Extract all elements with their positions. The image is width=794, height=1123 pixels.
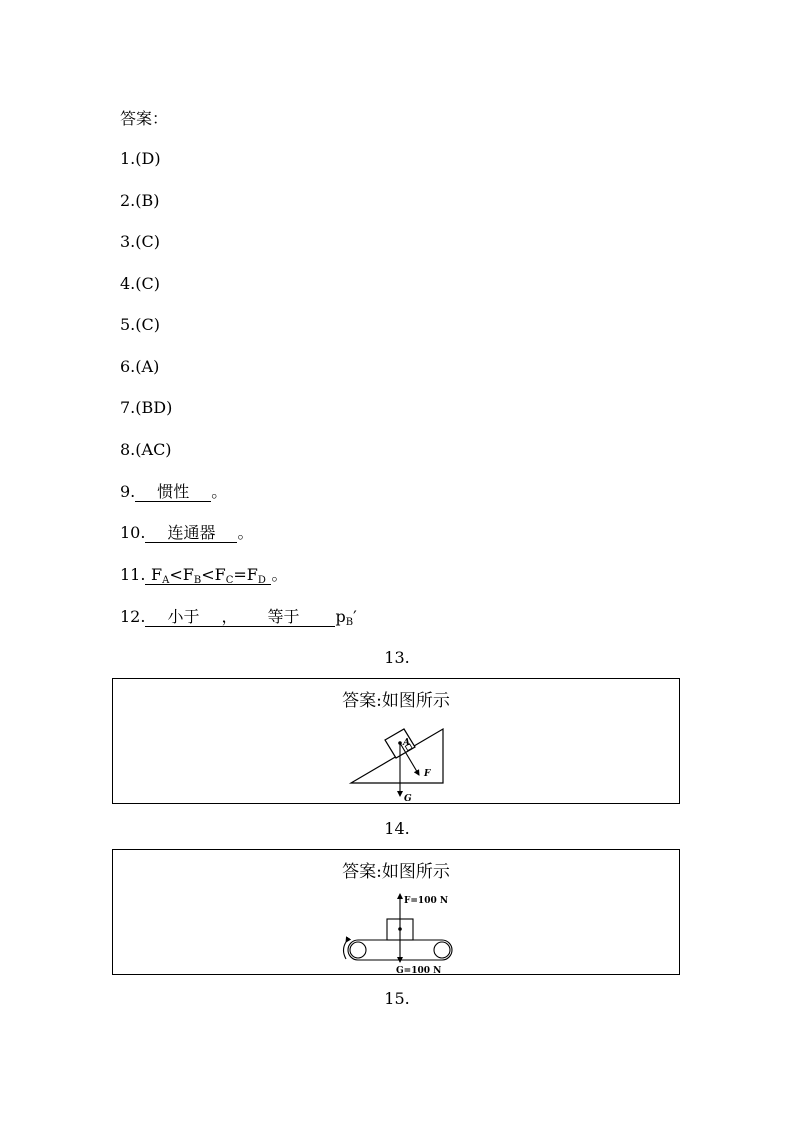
label-g: G: [404, 794, 412, 803]
figure-caption: 答案:如图所示: [342, 862, 450, 882]
answer-number: 11.: [120, 565, 146, 584]
answer-number: 12.: [120, 607, 146, 626]
rotation-arrow-icon: [344, 942, 347, 959]
answer-item-2: [120, 191, 160, 211]
answer-item-4: [120, 274, 160, 294]
sentence-end: 。: [237, 523, 254, 542]
answer-number: 6.: [120, 357, 136, 376]
fill-blank-answer: 惯性: [135, 483, 211, 502]
figure-caption: 答案:如图所示: [342, 691, 450, 711]
answer-item-3: [120, 232, 160, 252]
answer-number: 10.: [120, 523, 146, 542]
answer-item-6: [120, 357, 159, 377]
answer-number: 9.: [120, 482, 136, 501]
conveyor-force-diagram: [113, 850, 679, 974]
answer-heading: 答案：: [120, 109, 169, 128]
answer-figure-box-14: [112, 849, 680, 975]
answer-figure-box-13: [112, 678, 680, 804]
label-f: F: [424, 769, 431, 779]
sentence-end: 。: [271, 565, 288, 584]
question-number-14: 14.: [384, 819, 410, 838]
left-roller: [350, 942, 366, 958]
fill-blank-answer: 连通器: [145, 524, 237, 543]
answer-choice: (A): [135, 357, 160, 376]
answer-number: 7.: [120, 398, 136, 417]
incline-force-diagram: [113, 679, 679, 803]
answer-number: 8.: [120, 440, 136, 459]
answer-item-11: [120, 565, 287, 585]
answer-item-5: [120, 315, 160, 335]
answer-choice: (B): [135, 191, 160, 210]
fill-blank-answer: 小于 ， 等于: [145, 608, 335, 627]
answer-item-8: [120, 440, 172, 460]
fill-blank-answer: $F_A<F_B<F_C=F_D$: [145, 566, 271, 585]
question-number-13: 13.: [384, 648, 410, 667]
answer-item-9: [120, 482, 227, 502]
answer-item-1: [120, 149, 161, 169]
answer-item-7: [120, 398, 172, 418]
answer-choice: (D): [135, 149, 161, 168]
answer-number: 1.: [120, 149, 136, 168]
answer-item-12: 12. 小于 ， 等于 $p_B'$: [120, 607, 357, 628]
answer-number: 2.: [120, 191, 136, 210]
answer-choice: (AC): [135, 440, 172, 459]
answer-number: 5.: [120, 315, 136, 334]
answer-item-10: [120, 523, 253, 543]
answer-number: 3.: [120, 232, 136, 251]
answer-choice: (C): [135, 274, 160, 293]
answer-choice: (C): [135, 232, 160, 251]
label-g: G=100 N: [396, 966, 442, 974]
label-a: A: [403, 738, 410, 748]
right-roller: [434, 942, 450, 958]
answer-choice: (BD): [135, 398, 173, 417]
question-number-15: 15.: [384, 989, 410, 1008]
answer-choice: (C): [135, 315, 160, 334]
answer-number: 4.: [120, 274, 136, 293]
label-f: F=100 N: [404, 896, 449, 906]
sentence-end: 。: [211, 482, 228, 501]
